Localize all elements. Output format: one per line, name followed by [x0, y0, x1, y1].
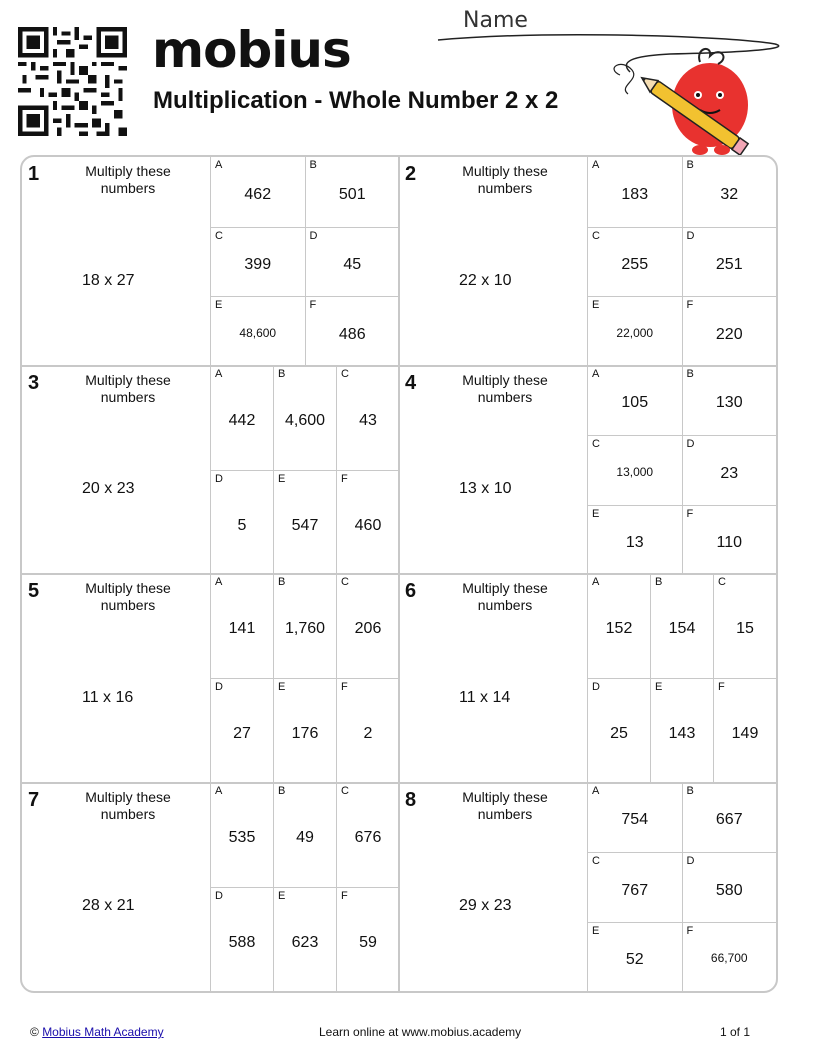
answer-choice-e[interactable]: [587, 296, 682, 366]
footer-learn-online: Learn online at www.mobius.academy: [319, 1025, 522, 1039]
answer-choice-e[interactable]: [273, 887, 336, 991]
answer-choice-b[interactable]: [650, 574, 713, 678]
choice-value: 49: [296, 828, 314, 846]
problem-7: [22, 783, 399, 992]
choice-value: 13,000: [616, 464, 654, 479]
instruction-text: Multiply these numbers: [85, 163, 171, 196]
answer-choice-e[interactable]: [587, 922, 682, 992]
choice-letter: E: [655, 681, 663, 694]
answer-choice-a[interactable]: [210, 783, 273, 887]
instruction-text: Multiply these numbers: [85, 788, 171, 822]
choice-letter: A: [215, 576, 223, 588]
choice-letter: C: [718, 576, 726, 588]
choice-letter: A: [215, 784, 223, 797]
row-divider: [22, 573, 776, 575]
mobius-academy-link[interactable]: Mobius Math Academy: [42, 1025, 164, 1039]
choice-letter: E: [592, 299, 600, 311]
choice-value: 176: [291, 725, 319, 743]
answer-choice-c[interactable]: [587, 435, 682, 505]
choice-letter: E: [215, 299, 223, 311]
choice-value: 66,700: [710, 951, 748, 966]
answer-choice-f[interactable]: [336, 470, 399, 574]
choice-value: 22,000: [616, 325, 654, 340]
answer-choice-c[interactable]: [713, 574, 776, 678]
choice-letter: D: [686, 855, 695, 867]
choice-value: 23: [720, 464, 739, 482]
answer-choice-c[interactable]: [210, 227, 305, 297]
problem-4: [399, 366, 776, 575]
choice-letter: A: [592, 159, 600, 171]
choice-value: 5: [237, 516, 247, 534]
problem-number: 4: [405, 371, 417, 394]
answer-choice-d[interactable]: [682, 435, 777, 505]
choice-value: 143: [668, 725, 696, 743]
problem-number: 8: [405, 788, 417, 811]
choice-value: 462: [244, 185, 272, 203]
qr-code: [18, 27, 127, 136]
choice-value: 59: [359, 933, 377, 951]
choice-letter: D: [686, 438, 695, 450]
choice-value: 486: [338, 325, 366, 343]
multiplication-expression: 29 x 23: [459, 897, 512, 915]
choice-value: 1,760: [284, 620, 326, 638]
choice-value: 15: [736, 620, 754, 638]
answer-choice-d[interactable]: [210, 678, 273, 782]
answer-choice-b[interactable]: [682, 783, 777, 853]
answer-choice-b[interactable]: [682, 366, 777, 436]
choice-letter: B: [309, 159, 317, 171]
answer-choice-f[interactable]: [682, 505, 777, 575]
problem-2: [399, 157, 776, 366]
multiplication-expression: 11 x 14: [459, 688, 511, 706]
answer-choice-e[interactable]: [273, 470, 336, 574]
choice-value: 206: [354, 620, 382, 638]
choice-value: 442: [228, 411, 256, 429]
problem-5: [22, 574, 399, 783]
choice-letter: A: [592, 784, 600, 797]
mascot-illustration: [600, 40, 780, 160]
answer-choice-c[interactable]: [587, 852, 682, 922]
choice-letter: B: [278, 784, 286, 797]
answer-choice-f[interactable]: [682, 296, 777, 366]
choice-value: 623: [291, 933, 319, 951]
choice-letter: B: [278, 367, 286, 380]
answer-choice-b[interactable]: [682, 157, 777, 227]
answer-choice-b[interactable]: [273, 366, 336, 470]
choice-letter: C: [215, 229, 223, 242]
answer-choice-a[interactable]: [587, 157, 682, 227]
answer-choice-c[interactable]: [336, 366, 399, 470]
choice-letter: C: [341, 784, 349, 797]
multiplication-expression: 18 x 27: [82, 271, 135, 289]
instruction-text: Multiply these numbers: [85, 580, 171, 613]
answer-choice-b[interactable]: [305, 157, 400, 227]
instruction-text: Multiply these numbers: [462, 163, 548, 196]
choice-letter: A: [592, 576, 600, 588]
answer-choice-d[interactable]: [682, 852, 777, 922]
choice-letter: E: [278, 889, 286, 902]
choice-value: 32: [720, 185, 739, 203]
choice-value: 4,600: [284, 411, 326, 429]
name-label: Name: [463, 8, 528, 33]
choice-letter: F: [686, 924, 694, 937]
choice-letter: D: [215, 472, 223, 485]
choice-value: 754: [621, 811, 649, 829]
problem-number: 2: [405, 163, 417, 185]
answer-choice-d[interactable]: [210, 887, 273, 991]
problem-6: [399, 574, 776, 783]
instruction-text: Multiply these numbers: [462, 788, 548, 822]
choice-value: 580: [715, 881, 743, 899]
problem-number: 5: [28, 580, 40, 602]
choice-letter: B: [686, 784, 694, 797]
choice-value: 141: [228, 620, 256, 638]
choice-value: 667: [715, 811, 743, 829]
choice-value: 251: [715, 256, 743, 274]
copyright-symbol: ©: [30, 1025, 39, 1039]
answer-choice-c[interactable]: [336, 783, 399, 887]
choice-letter: C: [341, 576, 349, 588]
choice-letter: F: [309, 299, 317, 311]
answer-choice-c[interactable]: [587, 227, 682, 297]
multiplication-expression: 13 x 10: [459, 480, 512, 498]
choice-letter: F: [686, 299, 694, 311]
problem-3: [22, 366, 399, 575]
choice-value: 676: [354, 828, 382, 846]
instruction-text: Multiply these numbers: [462, 580, 548, 613]
answer-choice-d[interactable]: [210, 470, 273, 574]
answer-choice-f[interactable]: [682, 922, 777, 992]
multiplication-expression: 22 x 10: [459, 271, 512, 289]
problem-number: 7: [28, 788, 40, 811]
footer-copyright: [30, 1025, 164, 1039]
choice-letter: D: [215, 889, 223, 902]
choice-letter: A: [215, 159, 223, 171]
problem-number: 1: [28, 163, 40, 185]
answer-choice-d[interactable]: [682, 227, 777, 297]
choice-letter: D: [309, 229, 318, 242]
choice-value: 27: [233, 725, 251, 743]
choice-letter: B: [278, 576, 286, 588]
choice-value: 25: [610, 725, 628, 743]
choice-value: 152: [605, 620, 633, 638]
page-title: Multiplication - Whole Number 2 x 2: [153, 87, 559, 114]
answer-choice-d[interactable]: [587, 678, 650, 782]
answer-choice-c[interactable]: [336, 574, 399, 678]
choice-letter: C: [592, 855, 600, 867]
row-divider: [22, 782, 776, 784]
answer-choice-e[interactable]: [587, 505, 682, 575]
choice-value: 460: [354, 516, 382, 534]
answer-choice-f[interactable]: [305, 296, 400, 366]
choice-letter: E: [592, 507, 600, 520]
choice-letter: C: [592, 438, 600, 450]
choice-letter: C: [341, 367, 349, 380]
choice-letter: E: [278, 681, 286, 694]
answer-choice-f[interactable]: [336, 678, 399, 782]
choice-value: 154: [668, 620, 696, 638]
mobius-logo: mobius: [152, 21, 351, 79]
choice-letter: A: [592, 367, 600, 380]
row-divider: [22, 365, 776, 367]
choice-value: 43: [359, 411, 377, 429]
answer-choice-a[interactable]: [210, 157, 305, 227]
page-number: 1 of 1: [720, 1025, 751, 1039]
instruction-text: Multiply these numbers: [462, 371, 548, 405]
answer-choice-a[interactable]: [210, 574, 273, 678]
multiplication-expression: 11 x 16: [82, 688, 134, 706]
choice-letter: A: [215, 367, 223, 380]
instruction-text: Multiply these numbers: [85, 371, 171, 405]
answer-choice-f[interactable]: [336, 887, 399, 991]
problem-number: 3: [28, 371, 40, 394]
problem-1: [22, 157, 399, 366]
choice-letter: F: [686, 507, 694, 520]
choice-letter: E: [278, 472, 286, 485]
choice-value: 105: [621, 394, 649, 412]
choice-letter: C: [592, 229, 600, 242]
answer-choice-d[interactable]: [305, 227, 400, 297]
choice-letter: F: [341, 472, 348, 485]
choice-value: 45: [343, 256, 362, 274]
answer-choice-a[interactable]: [587, 574, 650, 678]
choice-letter: D: [215, 681, 223, 694]
multiplication-expression: 20 x 23: [82, 480, 135, 498]
choice-value: 399: [244, 256, 272, 274]
choice-value: 767: [621, 881, 649, 899]
choice-value: 13: [625, 534, 644, 552]
answer-choice-a[interactable]: [210, 366, 273, 470]
choice-value: 220: [715, 325, 743, 343]
choice-value: 255: [621, 256, 649, 274]
choice-value: 183: [621, 185, 649, 203]
choice-letter: D: [686, 229, 695, 242]
choice-letter: F: [341, 681, 348, 694]
choice-value: 110: [716, 534, 742, 552]
choice-value: 52: [625, 951, 644, 969]
choice-letter: D: [592, 681, 600, 694]
choice-letter: F: [341, 889, 348, 902]
choice-value: 501: [338, 185, 366, 203]
choice-value: 588: [228, 933, 256, 951]
answer-choice-a[interactable]: [587, 783, 682, 853]
choice-value: 2: [363, 725, 373, 743]
problems-grid: [20, 155, 778, 993]
answer-choice-e[interactable]: [650, 678, 713, 782]
choice-value: 535: [228, 828, 256, 846]
problem-number: 6: [405, 580, 417, 602]
choice-letter: B: [686, 159, 694, 171]
answer-choice-e[interactable]: [273, 678, 336, 782]
choice-value: 48,600: [239, 325, 277, 340]
problem-8: [399, 783, 776, 992]
choice-letter: E: [592, 924, 600, 937]
answer-choice-b[interactable]: [273, 574, 336, 678]
answer-choice-b[interactable]: [273, 783, 336, 887]
multiplication-expression: 28 x 21: [82, 897, 135, 915]
choice-value: 130: [715, 394, 743, 412]
choice-letter: B: [655, 576, 663, 588]
choice-letter: B: [686, 367, 694, 380]
answer-choice-f[interactable]: [713, 678, 776, 782]
choice-value: 547: [291, 516, 319, 534]
answer-choice-e[interactable]: [210, 296, 305, 366]
choice-letter: F: [718, 681, 725, 694]
choice-value: 149: [731, 725, 759, 743]
answer-choice-a[interactable]: [587, 366, 682, 436]
